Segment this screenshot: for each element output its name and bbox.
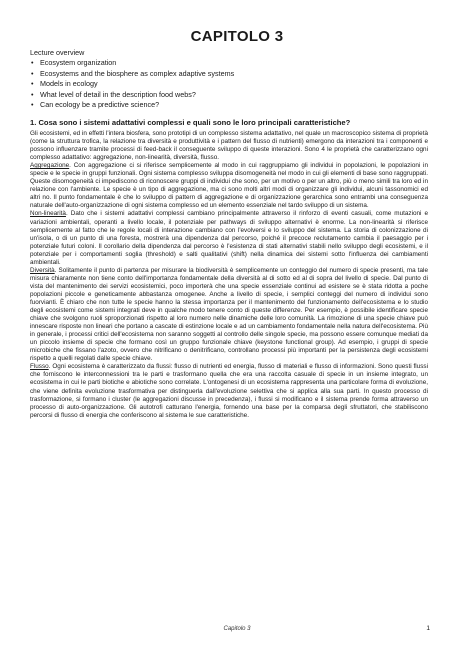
intro-paragraph: Gli ecosistemi, ed in effetti l'intera biosfera, sono prototipi di un complesso sistema adattativo, nel quale un macroscopico sistema di proprietà (come la struttura trofica, la relazione tra diversità e produttività e i pattern del flusso di nutrienti) emergono da interazioni tra i componenti e possono influenzare tramite processi di feed-back il conseguente sviluppo di queste interazioni. Sono 4 le proprietà che caratterizzano ogni complesso adattativo: aggregazione, non-linearità, diversità, flusso. [30, 130, 428, 162]
page-number: 1 [426, 625, 430, 632]
lecture-overview [30, 48, 426, 110]
aggregazione-paragraph [30, 162, 428, 210]
section-heading: 1. Cosa sono i sistemi adattativi complessi e quali sono le loro principali caratteristiche? [30, 118, 351, 127]
overview-item: • Ecosystem organization [40, 58, 426, 68]
flusso-term: Flusso [30, 363, 49, 371]
diversita-term: Diversità [30, 266, 55, 274]
flusso-paragraph [30, 363, 428, 419]
overview-label: Lecture overview [30, 48, 85, 57]
aggregazione-text: . Con aggregazione ci si riferisce semplicemente al modo in cui raggruppiamo gli individui in popolazioni, le popolazioni in specie e le specie in gruppi funzionali. Ogni sistema complesso sviluppa disomogeneità nel modo in cui gli elementi di base sono raggruppati. Queste disomogeneità ci impediscono di riconoscere gruppi di individui che sono, per un motivo o per un altro, più o meno simili tra loro ed in relazione con l'ambiente. Le specie è un tipo di aggregazione, ma ci sono molti altri modi di organizzare gli individui, alcuni tassonomici ed altri no. Il punto fondamentale è che lo sviluppo di pattern di aggregazione e di organizzazione gerarchica sono entrambi una conseguenza naturale dell'auto-organizzazione di ogni sistema complesso ed un elemento essenziale nel tardo sviluppo di un sistema. [30, 162, 428, 210]
overview-item: • Can ecology be a predictive science? [40, 100, 426, 110]
nonlinearita-term: Non-linearità [30, 210, 66, 218]
footer-label: Capitolo 3 [223, 626, 251, 632]
overview-list [30, 58, 426, 110]
body-text [30, 130, 428, 420]
nonlinearita-paragraph [30, 210, 428, 266]
overview-item: • What level of detail in the description food webs? [40, 90, 426, 100]
chapter-title: CAPITOLO 3 [190, 28, 284, 45]
overview-item: • Ecosystems and the biosphere as complex adaptive systems [40, 69, 426, 79]
aggregazione-term: Aggregazione [30, 162, 70, 170]
flusso-text: . Ogni ecosistema è caratterizzato da flussi: flusso di nutrienti ed energia, flusso di materiali e flusso di informazioni. Sono questi flussi che forniscono le interconnessioni tra le parti e trasformano quella che era una raccolta casuale di specie in un insieme integrato, un ecosistema in cui le parti biotiche e abiotiche sono correlate. L'ontogenesi di un ecosistema rappresenta una particolare forma di evoluzione, che viene definita evoluzione trasformativa per distinguerla dall'evoluzione selettiva che si applica alla sua parti. In questo processo di trasformazione, si formano i cluster (le aggregazioni discusse in precedenza), i flussi si modificano e il sistema prende forma attraverso un processo di auto-organizzazione. Gli autotrofi catturano l'energia, fornendo una base per la comparsa degli sfruttatori, che stabiliscono percorsi di flusso di energia che conferiscono al sistema le sue caratteristiche. [30, 363, 428, 419]
overview-item: • Models in ecology [40, 79, 426, 89]
diversita-paragraph [30, 267, 428, 364]
nonlinearita-text: . Dato che i sistemi adattativi complessi cambiano principalmente attraverso il rinforzo di eventi casuali, come mutazioni e variazioni ambientali, operanti a livello locale, il potenziale per pathways di sviluppo alternativi è enorme. La non-linearità si riferisce semplicemente al fatto che le regole locali di interazione cambiano con l'evolversi e lo sviluppo del sistema. La storia di colonizzazione di un'isola, o di un punto di una foresta, mostrerà una dipendenza dal percorso, poiché il precoce reclutamento cambia il paesaggio per i potenziale futuri coloni. Il corollario della dipendenza dal percorso è l'esistenza di stati alternativi stabili nello sviluppo degli ecosistemi, e il potenziale per i comportamenti soglia (threshold) e salti qualitativi (shift) nella dinamica dei sistemi sotto l'influenza dei cambiamenti ambientali. [30, 210, 428, 266]
diversita-text: . Solitamente il punto di partenza per misurare la biodiversità è semplicemente un conteggio del numero di specie presenti, ma tale misura chiaramente non tiene conto dell'importanza fondamentale della diversità al di sotto ed al di sopra del livello di specie. Dal punto di vista del mantenimento dei servizi ecosistemici, poco importerà che una specie essenziale continui ad esistere se è stata ridotta a poche popolazioni piccole e geneticamente abbastanza omogenee. Anche a livello di specie, i semplici conteggi del numero di individui sono fuorvianti. È chiaro che non tutte le specie hanno la stessa importanza per il mantenimento del funzionamento dell'ecosistema e lo studio degli ecosistemi come sistemi integrati deve in qualche modo tenere conto di queste differenze. Per esempio, è possibile identificare specie chiave che svolgono ruoli sproporzionati rispetto al loro numero nelle dinamiche delle loro comunità. La rimozione di una specie chiave può innescare risposte non lineari che portano a cascate di estinzione locale e ad un cambiamento fondamentale nella natura dell'ecosistema. Più in generale, i processi critici dell'ecosistema non saranno soggetti al controllo delle singole specie, ma possono essere comunque mediati da un piccolo insieme di specie che formano così un gruppo funzionale chiave (keystone functional group). Ad esempio, i gruppi di specie microbiche che fissano l'azoto, ovvero che nitrificano o denitrificano, controllano processi più importanti per la persistenza degli ecosistemi rispetto a quelli regolati dalle specie chiave. [30, 266, 428, 363]
